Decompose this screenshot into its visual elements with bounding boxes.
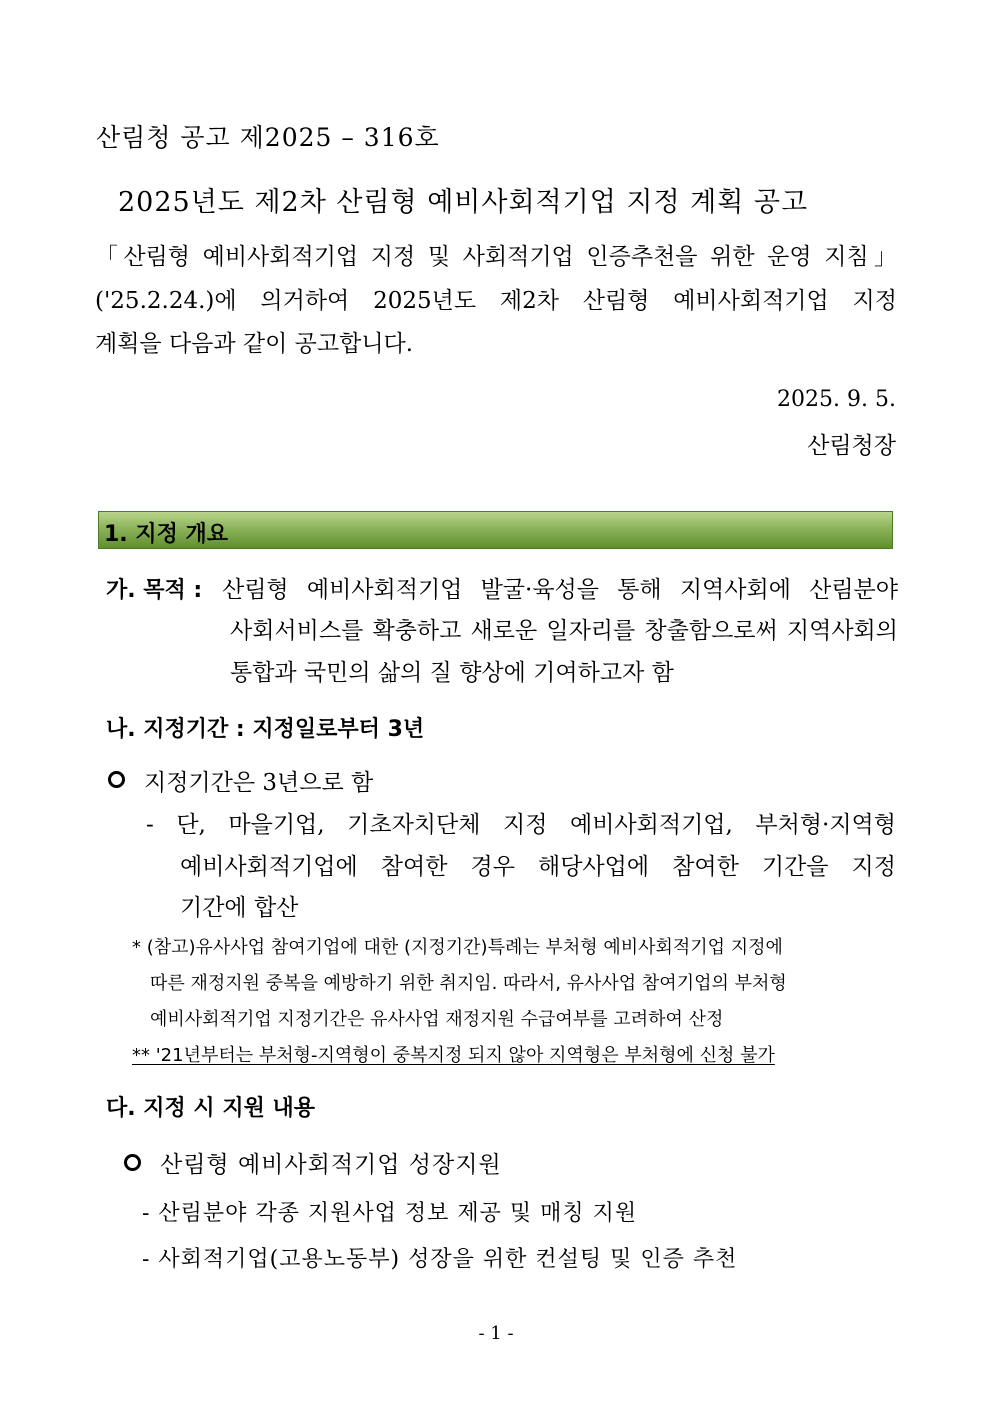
purpose-label: 가. 목적 :	[106, 578, 203, 603]
support-bullet: 산림형 예비사회적기업 성장지원	[160, 1152, 502, 1178]
notice-number: 산림청 공고 제2025 – 316호	[96, 123, 440, 152]
purpose-line-3: 통합과 국민의 삶의 질 향상에 기여하고자 함	[230, 660, 674, 686]
purpose-line-1: 산림형 예비사회적기업 발굴·육성을 통해 지역사회에 산림분야	[222, 577, 898, 603]
intro-line-1: 「산림형 예비사회적기업 지정 및 사회적기업 인증추천을 위한 운영 지침」	[95, 244, 897, 270]
circle-bullet-icon	[108, 769, 125, 788]
intro-line-3: 계획을 다음과 같이 공고합니다.	[95, 331, 414, 357]
support-heading: 다. 지정 시 지원 내용	[106, 1096, 316, 1121]
period-heading: 나. 지정기간 : 지정일로부터 3년	[106, 717, 425, 742]
purpose-line-2: 사회서비스를 확충하고 새로운 일자리를 창출함으로써 지역사회의	[230, 618, 898, 644]
note-1-line-1: * (참고)유사사업 참여기업에 대한 (지정기간)특례는 부처형 예비사회적기업 지정에	[132, 937, 783, 958]
note-2: ** '21년부터는 부처형-지역형이 중복지정 되지 않아 지역형은 부처형에 신청 불가	[132, 1045, 775, 1066]
period-dash-line-1: - 단, 마을기업, 기초자치단체 지정 예비사회적기업, 부처형·지역형	[146, 812, 896, 838]
support-item-1: - 산림분야 각종 지원사업 정보 제공 및 매칭 지원	[142, 1201, 638, 1226]
period-dash-line-2: 예비사회적기업에 참여한 경우 해당사업에 참여한 기간을 지정	[180, 854, 896, 880]
support-item-2: - 사회적기업(고용노동부) 성장을 위한 컨설팅 및 인증 추천	[142, 1247, 738, 1272]
notice-date: 2025. 9. 5.	[777, 387, 896, 412]
section-title: 1. 지정 개요	[104, 522, 228, 547]
note-1-line-2: 따른 재정지원 중복을 예방하기 위한 취지임. 따라서, 유사사업 참여기업의 부처형	[150, 973, 787, 994]
period-bullet: 지정기간은 3년으로 함	[144, 770, 374, 796]
circle-bullet-icon	[124, 1152, 141, 1171]
signer: 산림청장	[807, 433, 896, 459]
page-number: - 1 -	[478, 1323, 514, 1344]
intro-line-2: ('25.2.24.)에 의거하여 2025년도 제2차 산림형 예비사회적기업 지정	[95, 288, 897, 314]
period-dash-line-3: 기간에 합산	[180, 895, 299, 921]
document-title: 2025년도 제2차 산림형 예비사회적기업 지정 계획 공고	[118, 187, 809, 218]
note-1-line-3: 예비사회적기업 지정기간은 유사사업 재정지원 수급여부를 고려하여 산정	[150, 1009, 724, 1030]
